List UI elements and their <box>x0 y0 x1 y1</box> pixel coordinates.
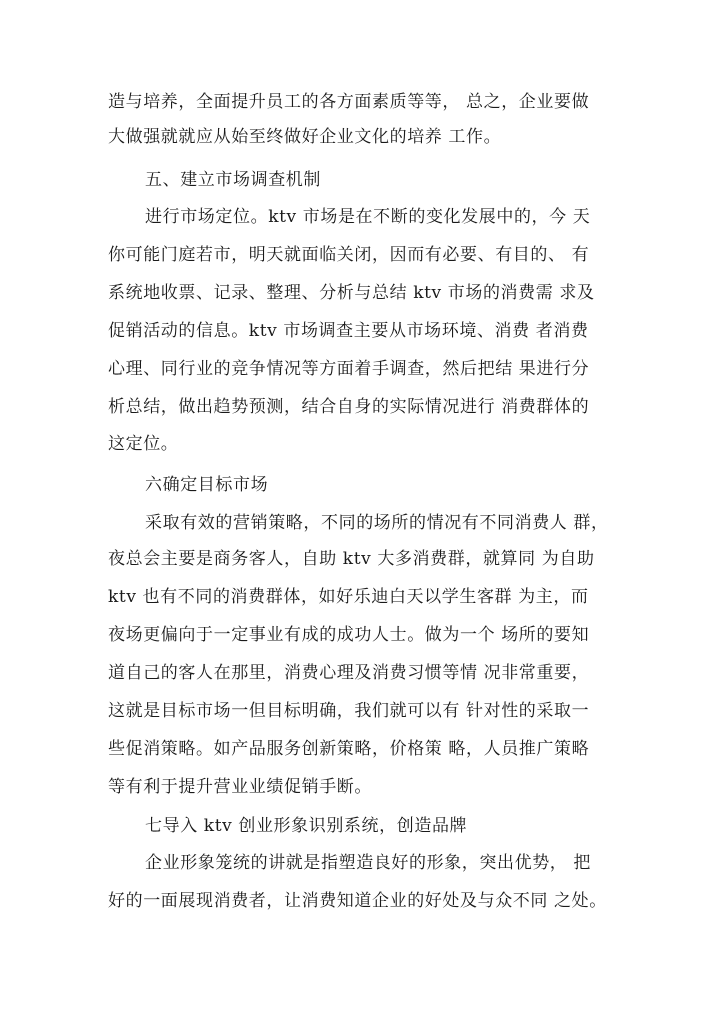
text-line: 夜总会主要是商务客人，自助 ktv 大多消费群，就算同 为自助 <box>108 549 595 569</box>
text-line: 些促消策略。如产品服务创新策略，价格策 略，人员推广策略 <box>108 739 590 759</box>
text-line: 道自己的客人在那里，消费心理及消费习惯等情 况非常重要， <box>108 663 590 683</box>
text-line: 夜场更偏向于一定事业有成的成功人士。做为一个 场所的要知 <box>108 625 590 645</box>
text-line: 你可能门庭若市，明天就面临关闭，因而有必要、有目的、 有 <box>108 245 590 265</box>
text-line: 企业形象笼统的讲就是指塑造良好的形象，突出优势， 把 <box>145 853 592 873</box>
text-line: 这定位。 <box>108 434 179 454</box>
text-line: 等有利于提升营业业绩促销手断。 <box>108 777 372 797</box>
text-line: ktv 也有不同的消费群体，如好乐迪白天以学生客群 为主，而 <box>108 587 589 607</box>
section-heading: 七导入 ktv 创业形象识别系统，创造品牌 <box>145 816 468 836</box>
text-line: 析总结，做出趋势预测，结合自身的实际情况进行 消费群体的 <box>108 397 590 417</box>
text-line: 好的一面展现消费者，让消费知道企业的好处及与众不同 之处。 <box>108 891 607 911</box>
text-line: 系统地收票、记录、整理、分析与总结 ktv 市场的消费需 求及 <box>108 283 595 303</box>
text-line: 大做强就就应从始至终做好企业文化的培养 工作。 <box>108 127 502 147</box>
section-heading: 五、建立市场调查机制 <box>145 170 321 190</box>
text-line: 促销活动的信息。ktv 市场调查主要从市场环境、消费 者消费 <box>108 321 589 341</box>
text-line: 造与培养，全面提升员工的各方面素质等等， 总之，企业要做 <box>108 92 590 112</box>
section-heading: 六确定目标市场 <box>145 475 269 495</box>
text-line: 进行市场定位。ktv 市场是在不断的变化发展中的，今 天 <box>145 207 591 227</box>
text-line: 采取有效的营销策略，不同的场所的情况有不同消费人 群， <box>145 513 609 533</box>
text-line: 这就是目标市场一但目标明确，我们就可以有 针对性的采取一 <box>108 701 590 721</box>
text-line: 心理、同行业的竞争情况等方面着手调查，然后把结 果进行分 <box>108 359 590 379</box>
